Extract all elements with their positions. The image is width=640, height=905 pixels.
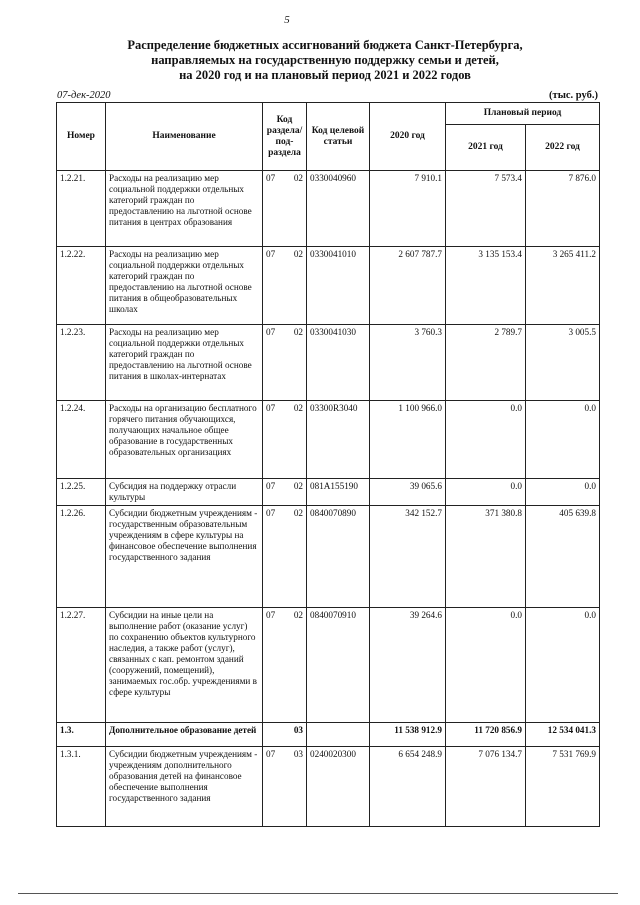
- row-number: 1.2.23.: [57, 325, 106, 401]
- row-section: [263, 506, 307, 608]
- row-value-2020: 39 065.6: [370, 479, 446, 506]
- header-planned-period: Плановый период: [446, 103, 600, 125]
- units-label: (тыс. руб.): [549, 90, 598, 101]
- budget-table: [56, 102, 600, 827]
- header-name: Наименование: [106, 103, 263, 171]
- row-target-code: 0240020300: [307, 747, 370, 827]
- subsection-code: 02: [293, 249, 303, 259]
- row-target-code: 03300R3040: [307, 401, 370, 479]
- row-number: 1.2.24.: [57, 401, 106, 479]
- row-number: 1.2.27.: [57, 608, 106, 723]
- row-value-2021: 0.0: [446, 608, 526, 723]
- title-line: Распределение бюджетных ассигнований бюджета Санкт-Петербурга,: [127, 38, 523, 52]
- section-code: 07: [266, 249, 276, 259]
- subsection-code: 02: [293, 481, 303, 491]
- row-number: 1.3.: [57, 723, 106, 747]
- row-name: Субсидии бюджетным учреждениям - учреждениям дополнительного образования детей на финансовое обеспечение выполнения государственного задания: [106, 747, 263, 827]
- subsection-code: 02: [293, 327, 303, 337]
- section-code: 07: [266, 173, 276, 183]
- section-code: 07: [266, 327, 276, 337]
- row-value-2021: 371 380.8: [446, 506, 526, 608]
- row-value-2020: 39 264.6: [370, 608, 446, 723]
- row-value-2021: 3 135 153.4: [446, 247, 526, 325]
- table-row: [57, 401, 600, 479]
- subsection-code: 02: [293, 173, 303, 183]
- document-date: 07-дек-2020: [57, 90, 111, 101]
- row-section: [263, 608, 307, 723]
- row-value-2022: 7 876.0: [526, 171, 600, 247]
- section-code: 07: [266, 481, 276, 491]
- row-section: [263, 171, 307, 247]
- row-section: [263, 723, 307, 747]
- row-target-code: 0330041010: [307, 247, 370, 325]
- row-section: [263, 247, 307, 325]
- title-line: направляемых на государственную поддержку семьи и детей,: [151, 53, 499, 67]
- row-value-2022: 0.0: [526, 401, 600, 479]
- row-value-2022: 12 534 041.3: [526, 723, 600, 747]
- row-target-code: 0840070890: [307, 506, 370, 608]
- row-value-2021: 11 720 856.9: [446, 723, 526, 747]
- table-row: [57, 325, 600, 401]
- row-value-2020: 342 152.7: [370, 506, 446, 608]
- document-title: [60, 38, 590, 83]
- subsection-code: 03: [293, 749, 303, 759]
- row-number: 1.2.21.: [57, 171, 106, 247]
- row-value-2022: 3 265 411.2: [526, 247, 600, 325]
- table-row-section-total: [57, 723, 600, 747]
- row-name: Расходы на реализацию мер социальной поддержки отдельных категорий граждан по предоставлению на льготной основе питания в общеобразовательных школах: [106, 247, 263, 325]
- subsection-code: 03: [293, 725, 303, 735]
- header-2022: 2022 год: [526, 125, 600, 171]
- row-number: 1.2.22.: [57, 247, 106, 325]
- table-row: [57, 171, 600, 247]
- row-value-2021: 2 789.7: [446, 325, 526, 401]
- row-value-2022: 3 005.5: [526, 325, 600, 401]
- row-value-2021: 0.0: [446, 401, 526, 479]
- row-value-2021: 7 076 134.7: [446, 747, 526, 827]
- row-name: Субсидия на поддержку отрасли культуры: [106, 479, 263, 506]
- subsection-code: 02: [293, 403, 303, 413]
- table-row: [57, 479, 600, 506]
- footer-divider: [18, 893, 618, 894]
- row-section: [263, 401, 307, 479]
- row-value-2022: 7 531 769.9: [526, 747, 600, 827]
- row-number: 1.2.25.: [57, 479, 106, 506]
- row-value-2020: 11 538 912.9: [370, 723, 446, 747]
- row-value-2020: 1 100 966.0: [370, 401, 446, 479]
- table-row: [57, 747, 600, 827]
- row-section: [263, 325, 307, 401]
- row-name: Расходы на реализацию мер социальной поддержки отдельных категорий граждан по предоставлению на льготной основе питания в центрах образования: [106, 171, 263, 247]
- row-value-2020: 7 910.1: [370, 171, 446, 247]
- row-value-2022: 0.0: [526, 608, 600, 723]
- row-name: Субсидии бюджетным учреждениям - государственным образовательным учреждениям в сфере культуры на финансовое обеспечение выполнения государственного задания: [106, 506, 263, 608]
- subsection-code: 02: [293, 508, 303, 518]
- row-target-code: 0840070910: [307, 608, 370, 723]
- title-line: на 2020 год и на плановый период 2021 и 2022 годов: [179, 68, 471, 82]
- table-row: [57, 506, 600, 608]
- row-section: [263, 747, 307, 827]
- row-target-code: 081A155190: [307, 479, 370, 506]
- header-section-code: Код раздела/ под- раздела: [263, 103, 307, 171]
- row-value-2020: 3 760.3: [370, 325, 446, 401]
- row-name: Расходы на реализацию мер социальной поддержки отдельных категорий граждан по предоставлению на льготной основе питания в школах-интернатах: [106, 325, 263, 401]
- row-name: Расходы на организацию бесплатного горячего питания обучающихся, получающих начальное общее образование в государственных образовательных организациях: [106, 401, 263, 479]
- header-2021: 2021 год: [446, 125, 526, 171]
- row-target-code: 0330041030: [307, 325, 370, 401]
- section-code: 07: [266, 749, 276, 759]
- header-number: Номер: [57, 103, 106, 171]
- header-2020: 2020 год: [370, 103, 446, 171]
- row-value-2021: 0.0: [446, 479, 526, 506]
- row-value-2021: 7 573.4: [446, 171, 526, 247]
- table-row: [57, 608, 600, 723]
- row-number: 1.3.1.: [57, 747, 106, 827]
- section-code: 07: [266, 610, 276, 620]
- section-code: 07: [266, 403, 276, 413]
- table-row: [57, 247, 600, 325]
- row-value-2020: 6 654 248.9: [370, 747, 446, 827]
- row-value-2022: 405 639.8: [526, 506, 600, 608]
- row-name: Дополнительное образование детей: [106, 723, 263, 747]
- section-code: 07: [266, 508, 276, 518]
- row-name: Субсидии на иные цели на выполнение работ (оказание услуг) по сохранению объектов культурного наследия, а также работ (услуг), связанных с кап. ремонтом зданий (сооружений, помещений), занимаемых гос.обр. учреждениями в сфере культуры: [106, 608, 263, 723]
- subsection-code: 02: [293, 610, 303, 620]
- row-number: 1.2.26.: [57, 506, 106, 608]
- row-target-code: [307, 723, 370, 747]
- row-value-2020: 2 607 787.7: [370, 247, 446, 325]
- row-section: [263, 479, 307, 506]
- row-target-code: 0330040960: [307, 171, 370, 247]
- row-value-2022: 0.0: [526, 479, 600, 506]
- page-number: 5: [284, 14, 290, 26]
- header-target-code: Код целевой статьи: [307, 103, 370, 171]
